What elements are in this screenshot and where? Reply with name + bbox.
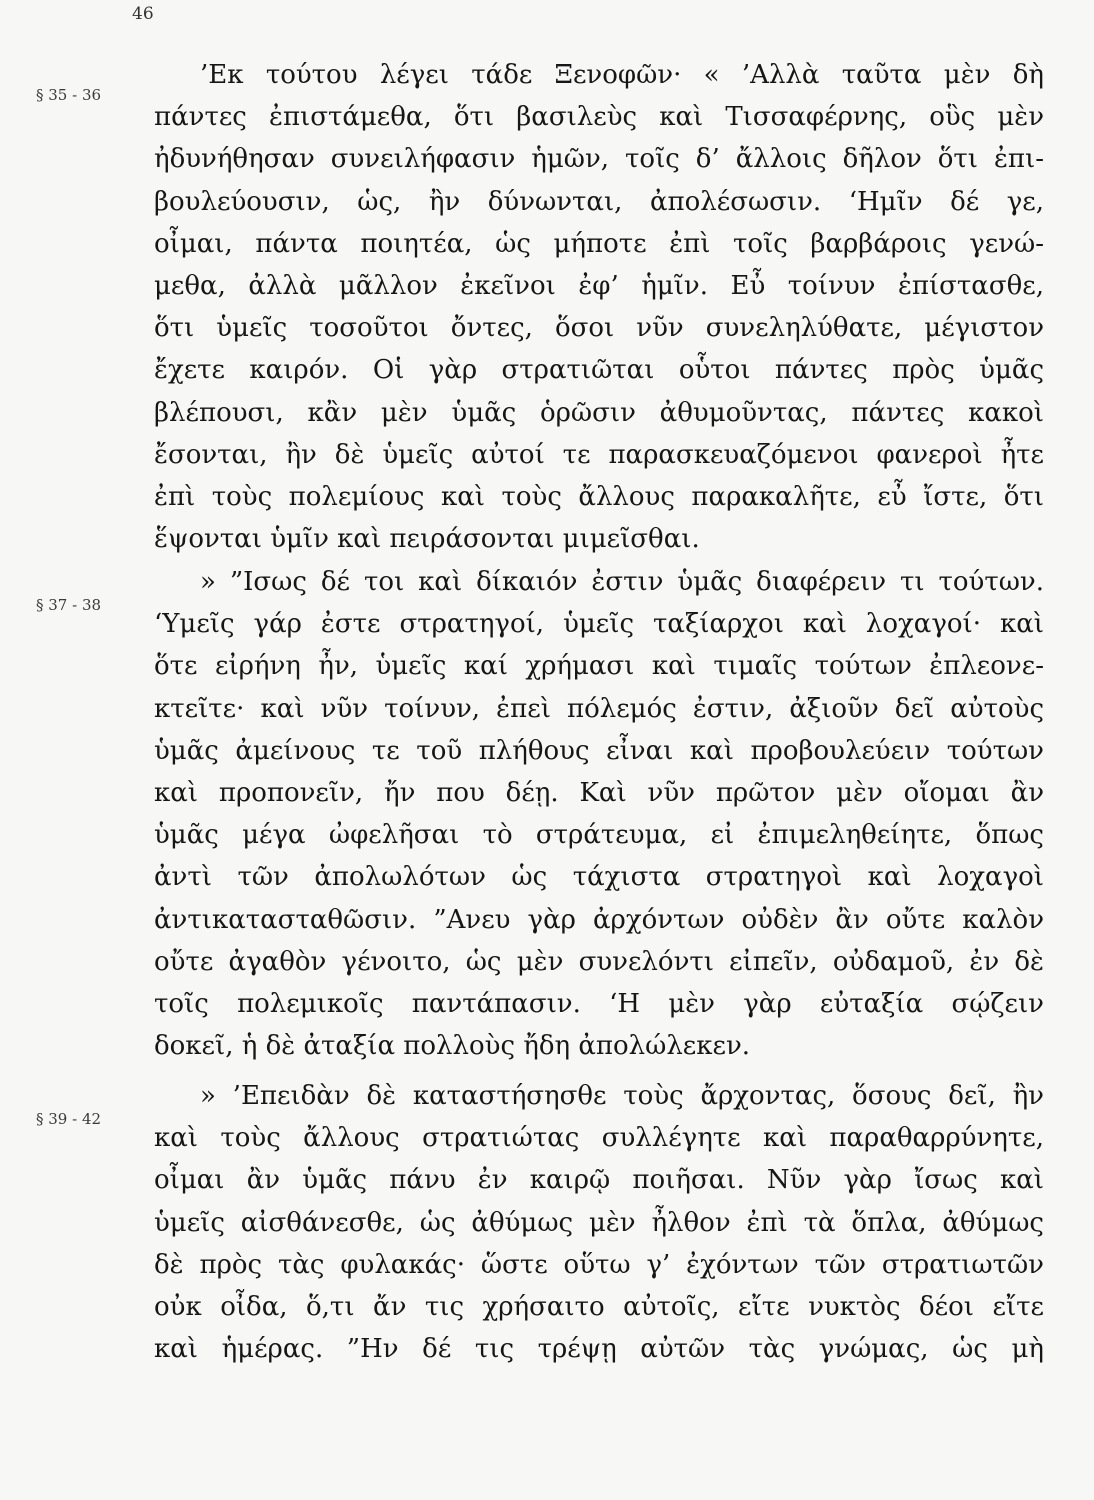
text-line: ‘Υμεῖς γάρ ἐστε στρατηγοί, ὑμεῖς ταξίαρχοι καὶ λοχαγοί· καὶ (154, 609, 1044, 640)
text-line: ἕψονται ὑμῖν καὶ πειράσονται μιμεῖσθαι. (154, 524, 700, 555)
text-line: ἀντικατασταθῶσιν. ”Ανευ γὰρ ἀρχόντων οὐδὲν ἂν οὔτε καλὸν (154, 904, 1044, 935)
text-line: » ’Επειδὰν δὲ καταστήσησθε τοὺς ἄρχοντας, ὅσους δεῖ, ἢν (200, 1081, 1044, 1111)
text-line: μεθα, ἀλλὰ μᾶλλον ἐκεῖνοι ἐφ’ ἡμῖν. Εὖ τοίνυν ἐπίστασθε, (154, 270, 1044, 301)
section-label-37-38: § 37 - 38 (36, 596, 102, 614)
section-label-35-36: § 35 - 36 (36, 86, 102, 104)
text-line: ὑμᾶς ἀμείνους τε τοῦ πλήθους εἶναι καὶ προβουλεύειν τούτων (154, 735, 1044, 766)
text-line: οἶμαι, πάντα ποιητέα, ὡς μήποτε ἐπὶ τοῖς βαρβάροις γενώ- (154, 228, 1044, 259)
text-line: πάντες ἐπιστάμεθα, ὅτι βασιλεὺς καὶ Τισσαφέρνης, οὓς μὲν (154, 102, 1044, 133)
text-line: κτεῖτε· καὶ νῦν τοίνυν, ἐπεὶ πόλεμός ἐστιν, ἀξιοῦν δεῖ αὐτοὺς (154, 693, 1044, 724)
page-number: 46 (132, 4, 154, 24)
text-line: βουλεύουσιν, ὡς, ἢν δύνωνται, ἀπολέσωσιν. ‘Ημῖν δέ γε, (154, 186, 1044, 217)
text-line: ἔχετε καιρόν. Οἱ γὰρ στρατιῶται οὗτοι πάντες πρὸς ὑμᾶς (154, 355, 1044, 386)
text-line: οὔτε ἀγαθὸν γένοιτο, ὡς μὲν συνελόντι εἰπεῖν, οὐδαμοῦ, ἐν δὲ (154, 946, 1044, 977)
text-line: ’Εκ τούτου λέγει τάδε Ξενοφῶν· « ’Αλλὰ ταῦτα μὲν δὴ (200, 60, 1044, 90)
text-line: ὑμεῖς αἰσθάνεσθε, ὡς ἀθύμως μὲν ἦλθον ἐπὶ τὰ ὅπλα, ἀθύμως (154, 1207, 1044, 1238)
section-label-39-42: § 39 - 42 (36, 1110, 102, 1128)
text-line: ὅτι ὑμεῖς τοσοῦτοι ὄντες, ὅσοι νῦν συνεληλύθατε, μέγιστον (154, 313, 1044, 344)
text-line: δοκεῖ, ἡ δὲ ἀταξία πολλοὺς ἤδη ἀπολώλεκεν. (154, 1031, 751, 1062)
paragraph-39-42 (154, 1075, 1044, 1370)
text-line: ἀντὶ τῶν ἀπολωλότων ὡς τάχιστα στρατηγοὶ καὶ λοχαγοὶ (154, 862, 1044, 893)
text-line: δὲ πρὸς τὰς φυλακάς· ὥστε οὕτω γ’ ἐχόντων τῶν στρατιωτῶν (154, 1249, 1044, 1280)
text-line: » ”Ισως δέ τοι καὶ δίκαιόν ἐστιν ὑμᾶς διαφέρειν τι τούτων. (200, 567, 1044, 597)
paragraph-35-36 (154, 54, 1044, 560)
text-line: καὶ τοὺς ἄλλους στρατιώτας συλλέγητε καὶ παραθαρρύνητε, (154, 1123, 1044, 1154)
paragraph-37-38 (154, 561, 1044, 1067)
text-line: ἠδυνήθησαν συνειλήφασιν ἡμῶν, τοῖς δ’ ἄλλοις δῆλον ὅτι ἐπι- (154, 144, 1044, 175)
text-line: καὶ ἡμέρας. ”Ην δέ τις τρέψῃ αὐτῶν τὰς γνώμας, ὡς μὴ (154, 1334, 1044, 1365)
text-line: καὶ προπονεῖν, ἤν που δέῃ. Καὶ νῦν πρῶτον μὲν οἴομαι ἂν (154, 777, 1044, 808)
text-line: ἐπὶ τοὺς πολεμίους καὶ τοὺς ἄλλους παρακαλῆτε, εὖ ἴστε, ὅτι (154, 481, 1044, 512)
text-line: ἔσονται, ἢν δὲ ὑμεῖς αὐτοί τε παρασκευαζόμενοι φανεροὶ ἦτε (154, 439, 1044, 470)
text-line: ὑμᾶς μέγα ὠφελῆσαι τὸ στράτευμα, εἰ ἐπιμεληθείητε, ὅπως (154, 820, 1044, 851)
text-line: οὐκ οἶδα, ὅ,τι ἄν τις χρήσαιτο αὐτοῖς, εἴτε νυκτὸς δέοι εἴτε (154, 1291, 1044, 1322)
text-line: ὅτε εἰρήνη ἦν, ὑμεῖς καί χρήμασι καὶ τιμαῖς τούτων ἐπλεονε- (154, 651, 1044, 682)
text-line: βλέπουσι, κἂν μὲν ὑμᾶς ὁρῶσιν ἀθυμοῦντας, πάντες κακοὶ (154, 397, 1044, 428)
text-line: τοῖς πολεμικοῖς παντάπασιν. ‘Η μὲν γὰρ εὐταξία σῴζειν (154, 988, 1044, 1019)
text-line: οἶμαι ἂν ὑμᾶς πάνυ ἐν καιρῷ ποιῆσαι. Νῦν γὰρ ἴσως καὶ (154, 1165, 1044, 1196)
